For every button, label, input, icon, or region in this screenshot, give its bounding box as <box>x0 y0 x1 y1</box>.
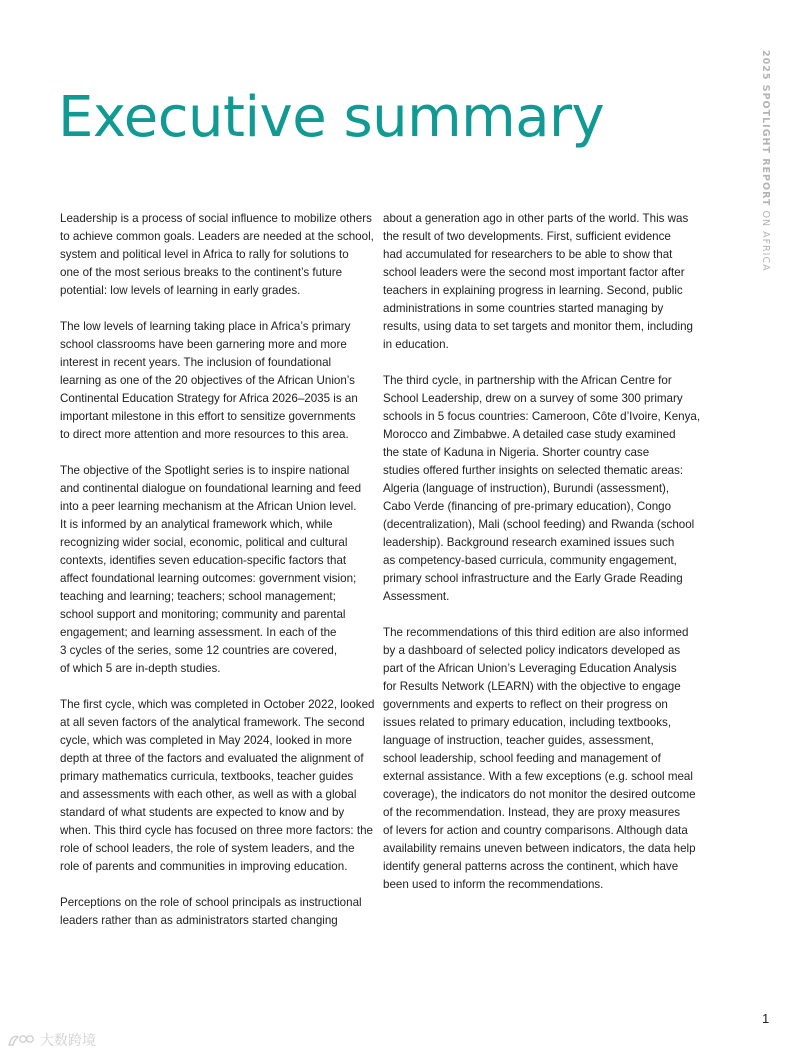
text-line: and continental dialogue on foundational learning and feed <box>60 482 362 495</box>
text-line: by a dashboard of selected policy indicators developed as <box>383 644 681 657</box>
text-line: had accumulated for researchers to be able to show that <box>383 248 673 261</box>
text-line: depth at three of the factors and evaluated the alignment of <box>60 752 364 765</box>
text-line: important milestone in this effort to sensitize governments <box>60 410 356 423</box>
text-line: contexts, identifies seven education-specific factors that <box>60 554 347 567</box>
text-line: school classrooms have been garnering more and more <box>60 338 347 351</box>
text-line: identify general patterns across the continent, which have <box>383 860 679 873</box>
text-line: role of parents and communities in improving education. <box>60 860 348 873</box>
text-line: issues related to primary education, including textbooks, <box>383 716 672 729</box>
text-line: teaching and learning; teachers; school management; <box>60 590 336 603</box>
text-line: to direct more attention and more resources to this area. <box>60 428 349 441</box>
text-line: in education. <box>383 338 449 351</box>
text-line: engagement; and learning assessment. In each of the <box>60 626 337 639</box>
text-line: and assessments with each other, as well as with a global <box>60 788 357 801</box>
right-text-column <box>383 210 701 912</box>
text-line: the result of two developments. First, sufficient evidence <box>383 230 671 243</box>
text-line: The objective of the Spotlight series is to inspire national <box>60 464 350 477</box>
text-line: part of the African Union’s Leveraging Education Analysis <box>383 662 677 675</box>
text-line: primary mathematics curricula, textbooks, teacher guides <box>60 770 354 783</box>
text-line: administrations in some countries started managing by <box>383 302 664 315</box>
body-paragraph <box>60 462 365 678</box>
text-line: role of school leaders, the role of system leaders, and the <box>60 842 355 855</box>
body-paragraph <box>60 318 365 444</box>
text-line: The third cycle, in partnership with the African Centre for <box>383 374 672 387</box>
text-line: of levers for action and country comparisons. Although data <box>383 824 688 837</box>
text-line: The recommendations of this third edition are also informed <box>383 626 689 639</box>
text-line: interest in recent years. The inclusion of foundational <box>60 356 332 369</box>
text-line: recognizing wider social, economic, political and cultural <box>60 536 348 549</box>
text-line: (decentralization), Mali (school feeding) and Rwanda (school <box>383 518 695 531</box>
text-line: results, using data to set targets and monitor them, including <box>383 320 693 333</box>
text-line: Continental Education Strategy for Africa 2026–2035 is an <box>60 392 358 405</box>
text-line: coverage), the indicators do not monitor the desired outcome <box>383 788 696 801</box>
text-line: Algeria (language of instruction), Burundi (assessment), <box>383 482 670 495</box>
body-paragraph <box>60 894 365 930</box>
text-line: one of the most serious breaks to the continent’s future <box>60 266 343 279</box>
text-line: Cabo Verde (financing of pre-primary education), Congo <box>383 500 672 513</box>
report-series-label <box>755 50 775 272</box>
text-line: to achieve common goals. Leaders are needed at the school, <box>60 230 374 243</box>
watermark-logo-icon <box>6 1031 36 1049</box>
text-line: into a peer learning mechanism at the African Union level. <box>60 500 357 513</box>
text-line: availability remains uneven between indicators, the data help <box>383 842 696 855</box>
text-line: for Results Network (LEARN) with the objective to engage <box>383 680 681 693</box>
text-line: external assistance. With a few exceptions (e.g. school meal <box>383 770 693 783</box>
watermark-text: 大数跨境 <box>40 1032 96 1048</box>
text-line: studies offered further insights on selected thematic areas: <box>383 464 684 477</box>
side-label-regular: ON AFRICA <box>760 206 771 272</box>
text-line: of which 5 are in-depth studies. <box>60 662 221 675</box>
text-line: 3 cycles of the series, some 12 countries are covered, <box>60 644 338 657</box>
text-line: governments and experts to reflect on their progress on <box>383 698 668 711</box>
text-line: when. This third cycle has focused on three more factors: the <box>60 824 373 837</box>
text-line: cycle, which was completed in May 2024, looked in more <box>60 734 352 747</box>
watermark <box>6 1030 96 1050</box>
left-text-column <box>60 210 375 948</box>
text-line: The low levels of learning taking place in Africa’s primary <box>60 320 351 333</box>
body-paragraph <box>60 696 375 876</box>
text-line: standard of what students are expected to know and by <box>60 806 345 819</box>
text-line: system and political level in Africa to rally for solutions to <box>60 248 349 261</box>
text-line: school support and monitoring; community and parental <box>60 608 346 621</box>
text-line: leaders rather than as administrators started changing <box>60 914 338 927</box>
body-paragraph <box>383 624 696 894</box>
body-paragraph <box>383 372 701 606</box>
text-line: School Leadership, drew on a survey of some 300 primary <box>383 392 683 405</box>
text-line: schools in 5 focus countries: Cameroon, Côte d’Ivoire, Kenya, <box>383 410 701 423</box>
text-line: as competency-based curricula, community engagement, <box>383 554 677 567</box>
page-number: 1 <box>762 1011 770 1026</box>
text-line: Perceptions on the role of school principals as instructional <box>60 896 362 909</box>
text-line: Assessment. <box>383 590 450 603</box>
text-line: school leadership, school feeding and management of <box>383 752 661 765</box>
text-line: The first cycle, which was completed in October 2022, looked <box>60 698 375 711</box>
text-line: of the recommendation. Instead, they are proxy measures <box>383 806 681 819</box>
side-label-bold: 2025 SPOTLIGHT REPORT <box>760 50 771 207</box>
body-paragraph <box>383 210 693 354</box>
text-line: teachers in explaining progress in learning. Second, public <box>383 284 683 297</box>
text-line: Morocco and Zimbabwe. A detailed case study examined <box>383 428 676 441</box>
text-line: potential: low levels of learning in early grades. <box>60 284 301 297</box>
text-line: leadership). Background research examined issues such <box>383 536 675 549</box>
text-line: about a generation ago in other parts of the world. This was <box>383 212 689 225</box>
text-line: Leadership is a process of social influence to mobilize others <box>60 212 372 225</box>
text-line: primary school infrastructure and the Early Grade Reading <box>383 572 683 585</box>
text-line: been used to inform the recommendations. <box>383 878 604 891</box>
text-line: at all seven factors of the analytical framework. The second <box>60 716 365 729</box>
text-line: learning as one of the 20 objectives of the African Union’s <box>60 374 355 387</box>
text-line: school leaders were the second most important factor after <box>383 266 685 279</box>
body-paragraph <box>60 210 374 300</box>
page-title: Executive summary <box>58 85 605 150</box>
text-line: It is informed by an analytical framework which, while <box>60 518 333 531</box>
text-line: affect foundational learning outcomes: government vision; <box>60 572 357 585</box>
text-line: the state of Kaduna in Nigeria. Shorter country case <box>383 446 650 459</box>
text-line: language of instruction, teacher guides, assessment, <box>383 734 654 747</box>
